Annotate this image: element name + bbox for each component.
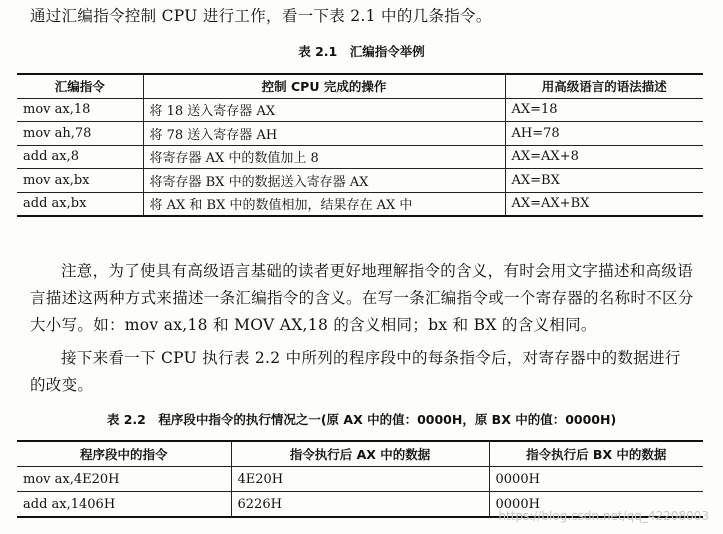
table-row (17, 169, 703, 193)
table1-header: 汇编指令 (17, 74, 143, 98)
table-cell: 0000H (495, 496, 540, 512)
table-cell: mov ax,4E20H (17, 467, 231, 492)
table1-header: 控制 CPU 完成的操作 (143, 74, 505, 98)
table-cell: 4E20H (231, 467, 489, 492)
table2-caption: 表 2.2 程序段中指令的执行情况之一(原 AX 中的值：0000H，原 BX 中的值：0000H) (106, 412, 617, 427)
table2-header: 指令执行后 BX 中的数据 (489, 441, 703, 467)
table1-header: 用高级语言的语法描述 (505, 74, 703, 98)
table-row (17, 145, 703, 169)
table-cell: add ax,8 (17, 145, 143, 169)
table-cell: mov ah,78 (17, 122, 143, 146)
table-cell: 将 18 送入寄存器 AX (143, 98, 505, 122)
table-row (17, 98, 703, 122)
table-cell: 0000H (489, 467, 703, 492)
table-cell: AH=78 (505, 122, 703, 146)
watermark-url: https://blog.csdn.net/qq_42208003 (498, 509, 709, 523)
table-cell: 将寄存器 AX 中的数值加上 8 (143, 145, 505, 169)
table-cell: AX=BX (505, 169, 703, 193)
intro-paragraph: 通过汇编指令控制 CPU 进行工作，看一下表 2.1 中的几条指令。 (30, 7, 492, 25)
table-cell: 6226H (231, 492, 489, 518)
table-cell: add ax,bx (17, 192, 143, 216)
table-cell: 将 78 送入寄存器 AH (143, 122, 505, 146)
table2-header: 程序段中的指令 (17, 441, 231, 467)
table-cell: mov ax,bx (17, 169, 143, 193)
table2-header: 指令执行后 AX 中的数据 (231, 441, 489, 467)
table-cell: 将 AX 和 BX 中的数值相加，结果存在 AX 中 (143, 192, 505, 216)
table-row (17, 122, 703, 146)
table-cell: add ax,1406H (17, 492, 231, 518)
table-cell: AX=18 (505, 98, 703, 122)
table-row (17, 192, 703, 216)
assembly-instruction-table (17, 73, 703, 217)
table1-caption: 表 2.1 汇编指令举例 (298, 44, 425, 59)
table-cell: mov ax,18 (17, 98, 143, 122)
program-execution-table (17, 440, 703, 518)
table-cell: AX=AX+8 (505, 145, 703, 169)
table-row (17, 467, 703, 492)
table-cell: AX=AX+BX (511, 196, 590, 212)
next-paragraph: 接下来看一下 CPU 执行表 2.2 中所列的程序段中的每条指令后，对寄存器中的数据进行的改变。 (30, 349, 681, 394)
table-cell: 将寄存器 BX 中的数据送入寄存器 AX (143, 169, 505, 193)
note-paragraph: 注意，为了使具有高级语言基础的读者更好地理解指令的含义，有时会用文字描述和高级语言描述这两种方式来描述一条汇编指令的含义。在写一条汇编指令或一个寄存器的名称时不区分大小写。如：mov ax,18 和 MOV AX,18 的含义相同；bx 和 BX 的含义相同。 (30, 262, 694, 334)
